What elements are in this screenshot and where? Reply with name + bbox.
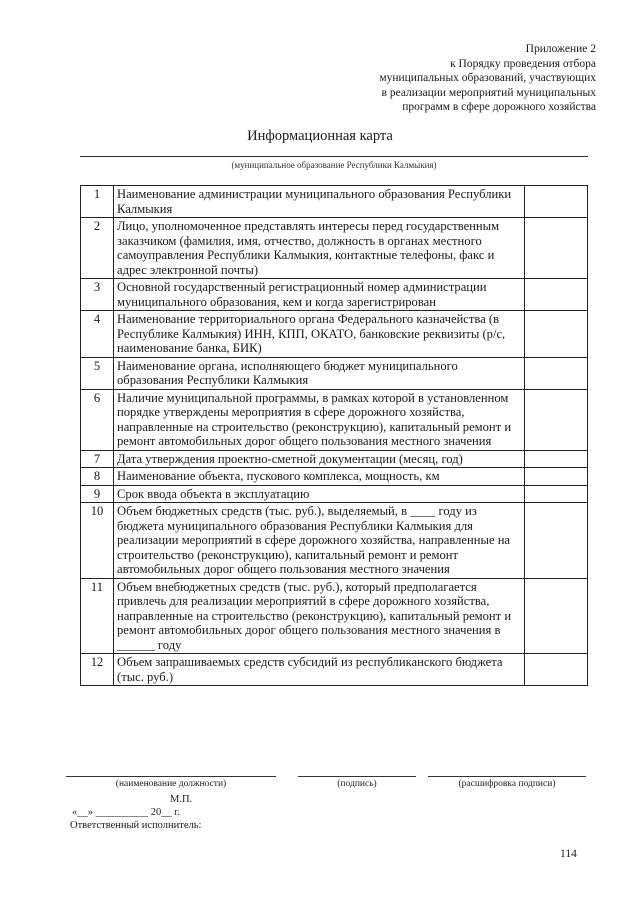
appendix-line: программ в сфере дорожного хозяйства (402, 101, 596, 113)
row-value-cell[interactable] (525, 389, 588, 450)
row-number: 8 (81, 468, 114, 486)
row-value-cell[interactable] (525, 485, 588, 503)
row-number: 4 (81, 311, 114, 358)
row-number: 5 (81, 357, 114, 389)
municipality-fill-line (80, 156, 588, 157)
row-description: Основной государственный регистрационный номер администрации муниципального образования, кем и когда зарегистрирован (114, 279, 525, 311)
page-number: 114 (560, 848, 577, 860)
position-caption: (наименование должности) (115, 779, 227, 789)
row-number: 9 (81, 485, 114, 503)
decoding-line (428, 776, 586, 777)
appendix-header (379, 42, 596, 115)
table-row (81, 279, 588, 311)
table-row (81, 578, 588, 654)
table-row (81, 468, 588, 486)
appendix-line: Приложение 2 (525, 43, 596, 55)
appendix-line: к Порядку проведения отбора (450, 57, 596, 70)
table-row (81, 654, 588, 686)
row-number: 12 (81, 654, 114, 686)
row-description: Наименование территориального органа Федерального казначейства (в Республике Калмыкия) ИНН, КПП, ОКАТО, банковские реквизиты (р/с, наименование банка, БИК) (114, 311, 525, 358)
table-row (81, 450, 588, 468)
row-value-cell[interactable] (525, 311, 588, 358)
table-row (81, 218, 588, 279)
row-number: 11 (81, 578, 114, 654)
info-table (80, 185, 588, 686)
row-description: Объем запрашиваемых средств субсидий из республиканского бюджета (тыс. руб.) (114, 654, 525, 686)
row-value-cell[interactable] (525, 186, 588, 218)
document-title: Информационная карта (247, 128, 393, 144)
row-value-cell[interactable] (525, 279, 588, 311)
row-number: 2 (81, 218, 114, 279)
row-number: 3 (81, 279, 114, 311)
row-value-cell[interactable] (525, 578, 588, 654)
row-description: Наименование органа, исполняющего бюджет муниципального образования Республики Калмыкия (114, 357, 525, 389)
row-description: Срок ввода объекта в эксплуатацию (114, 485, 525, 503)
appendix-line: муниципальных образований, участвующих (379, 72, 596, 84)
row-description: Дата утверждения проектно-сметной документации (месяц, год) (114, 450, 525, 468)
row-number: 7 (81, 450, 114, 468)
row-value-cell[interactable] (525, 357, 588, 389)
signature-block (66, 776, 586, 796)
row-description: Наличие муниципальной программы, в рамках которой в установленном порядке утверждены мероприятия в сфере дорожного хозяйства, направленные на строительство (реконструкцию), капитальный ремонт и ремонт автомобильных дорог общего пользования местного значения (114, 389, 525, 450)
row-value-cell[interactable] (525, 468, 588, 486)
row-description: Наименование администрации муниципального образования Республики Калмыкия (114, 186, 525, 218)
signature-caption: (подпись) (337, 779, 377, 789)
row-description: Наименование объекта, пускового комплекса, мощность, км (114, 468, 525, 486)
row-value-cell[interactable] (525, 218, 588, 279)
signature-line (298, 776, 416, 777)
table-row (81, 311, 588, 358)
stamp-place: М.П. (170, 794, 193, 805)
table-row (81, 357, 588, 389)
date-line: «__» __________ 20__ г. (72, 807, 181, 818)
row-description: Объем внебюджетных средств (тыс. руб.), который предполагается привлечь для реализации мероприятий в сфере дорожного хозяйства, направленные на строительство (реконструкцию), капитальный ремонт и ремонт автомобильных дорог общего пользования местного значения в ______ году (114, 578, 525, 654)
row-value-cell[interactable] (525, 654, 588, 686)
row-number: 10 (81, 503, 114, 579)
row-number: 6 (81, 389, 114, 450)
position-line (66, 776, 276, 777)
row-value-cell[interactable] (525, 503, 588, 579)
table-row (81, 503, 588, 579)
table-row (81, 485, 588, 503)
municipality-caption: (муниципальное образование Республики Калмыкия) (231, 160, 437, 170)
table-row (81, 389, 588, 450)
row-description: Лицо, уполномоченное представлять интересы перед государственным заказчиком (фамилия, имя, отчество, должность в органах местного самоуправления Республики Калмыкия, контактные телефоны, факс и адрес электронной почты) (114, 218, 525, 279)
row-description: Объем бюджетных средств (тыс. руб.), выделяемый, в ____ году из бюджета муниципального образования Республики Калмыкия для реализации мероприятий в сфере дорожного хозяйства, направленные на строительство (реконструкцию), капитальный ремонт и ремонт автомобильных дорог общего пользования местного значения (114, 503, 525, 579)
executor-label: Ответственный исполнитель: (70, 820, 202, 831)
row-value-cell[interactable] (525, 450, 588, 468)
appendix-line: в реализации мероприятий муниципальных (381, 86, 596, 99)
decoding-caption: (расшифровка подписи) (458, 779, 556, 789)
row-number: 1 (81, 186, 114, 218)
table-row (81, 186, 588, 218)
